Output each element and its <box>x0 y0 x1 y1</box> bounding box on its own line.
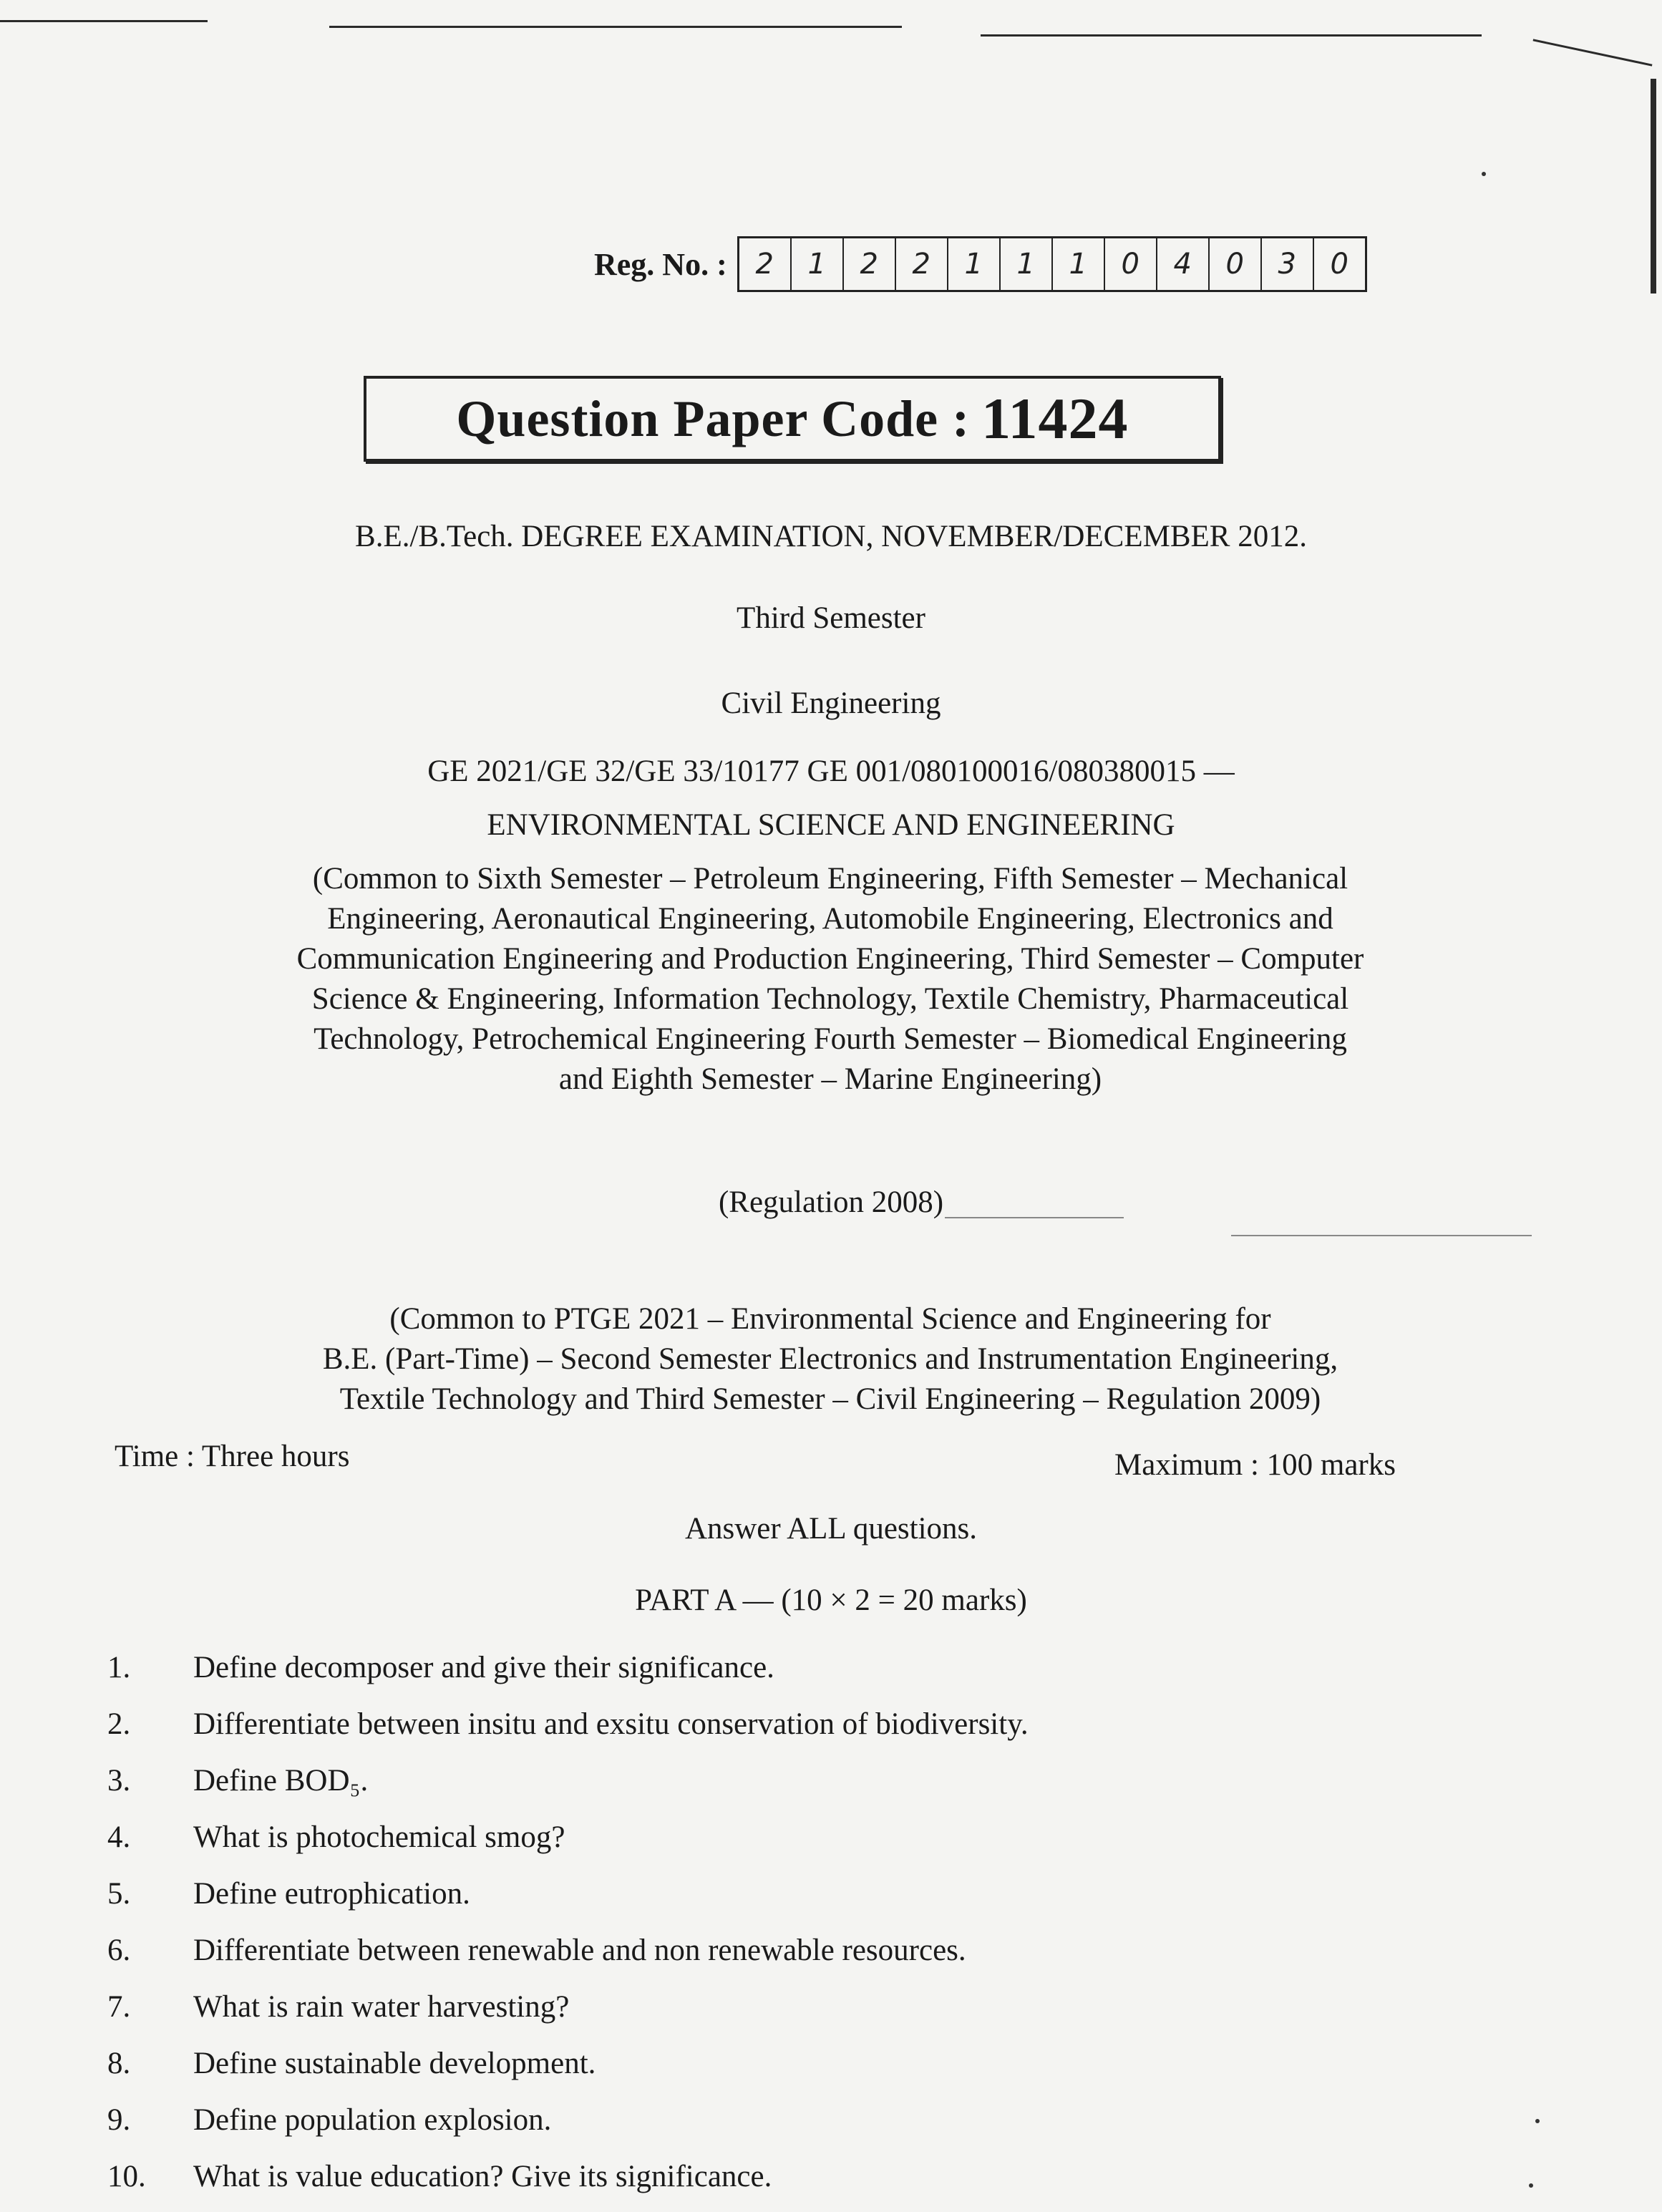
part-a-heading: PART A — (10 × 2 = 20 marks) <box>635 1583 1027 1617</box>
reg-no-digit: 1 <box>1053 238 1105 290</box>
exam-time: Time : Three hours <box>115 1440 350 1473</box>
question-text: What is value education? Give its significance. <box>193 2160 772 2193</box>
reg-no-digit: 2 <box>739 238 792 290</box>
question-number: 3. <box>107 1764 131 1798</box>
question-text: Define decomposer and give their significance. <box>193 1651 774 1684</box>
question-number: 1. <box>107 1651 131 1684</box>
question-number: 4. <box>107 1820 131 1854</box>
course-name: ENVIRONMENTAL SCIENCE AND ENGINEERING <box>487 808 1175 842</box>
question-item <box>107 1866 1539 1922</box>
question-item <box>107 1979 1539 2035</box>
common-to-ptge-line: Textile Technology and Third Semester – Civil Engineering – Regulation 2009) <box>339 1382 1321 1416</box>
reg-no-digit: 1 <box>1001 238 1053 290</box>
question-number: 9. <box>107 2103 131 2137</box>
common-to-ptge-line: B.E. (Part-Time) – Second Semester Electronics and Instrumentation Engineering, <box>322 1342 1338 1376</box>
question-item <box>107 1922 1539 1979</box>
common-to-line: Technology, Petrochemical Engineering Fourth Semester – Biomedical Engineering <box>314 1022 1347 1056</box>
common-to-line: Communication Engineering and Production Engineering, Third Semester – Computer <box>296 942 1364 976</box>
common-to-ptge-line: (Common to PTGE 2021 – Environmental Science and Engineering for <box>389 1302 1271 1336</box>
time-marks-row <box>115 1439 1396 1483</box>
exam-max-marks: Maximum : 100 marks <box>1114 1448 1396 1482</box>
scan-edge-line <box>329 26 902 28</box>
question-paper-code: 11424 <box>981 386 1129 451</box>
reg-no-digit: 1 <box>792 238 844 290</box>
scan-edge-line <box>1651 79 1656 294</box>
common-to-line: (Common to Sixth Semester – Petroleum Engineering, Fifth Semester – Mechanical <box>312 862 1348 896</box>
common-to-line: Engineering, Aeronautical Engineering, Automobile Engineering, Electronics and <box>327 902 1333 936</box>
common-to-ptge-block <box>115 1299 1546 1420</box>
reg-no-digit: 3 <box>1262 238 1314 290</box>
reg-no-digit: 0 <box>1105 238 1157 290</box>
question-paper-code-label: Question Paper Code : <box>456 389 971 447</box>
question-number: 5. <box>107 1877 131 1911</box>
common-to-line: Science & Engineering, Information Technology, Textile Chemistry, Pharmaceutical <box>311 982 1349 1016</box>
common-to-block <box>115 859 1546 1100</box>
scan-edge-line <box>1533 39 1653 66</box>
common-to-line: and Eighth Semester – Marine Engineering) <box>558 1062 1102 1096</box>
question-number: 10. <box>107 2160 146 2193</box>
scan-edge-line <box>0 20 208 22</box>
question-text: Define sustainable development. <box>193 2047 596 2080</box>
question-paper-code-box <box>364 376 1221 462</box>
question-number: 6. <box>107 1934 131 1967</box>
reg-no-digit: 1 <box>948 238 1001 290</box>
question-item <box>107 2035 1539 2092</box>
question-item <box>107 2092 1539 2148</box>
question-text: Differentiate between renewable and non renewable resources. <box>193 1934 966 1967</box>
regulation: (Regulation 2008) <box>718 1185 944 1219</box>
question-text: Define eutrophication. <box>193 1877 470 1911</box>
reg-no-boxes <box>737 236 1367 292</box>
scan-edge-line <box>1231 1235 1532 1236</box>
reg-no-digit: 2 <box>896 238 948 290</box>
reg-no-label: Reg. No. : <box>594 246 727 282</box>
reg-no-row <box>594 236 1367 292</box>
question-text: What is rain water harvesting? <box>193 1990 570 2024</box>
question-text: Differentiate between insitu and exsitu conservation of biodiversity. <box>193 1707 1029 1741</box>
question-list <box>107 1639 1539 2205</box>
reg-no-digit: 2 <box>844 238 896 290</box>
question-number: 2. <box>107 1707 131 1741</box>
reg-no-digit: 0 <box>1330 248 1348 281</box>
question-item <box>107 1752 1539 1809</box>
question-number: 7. <box>107 1990 131 2024</box>
scan-speck <box>1482 172 1486 176</box>
question-text: Define population explosion. <box>193 2103 552 2137</box>
question-number: 8. <box>107 2047 131 2080</box>
exam-semester: Third Semester <box>737 601 925 635</box>
reg-no-digit: 4 <box>1157 238 1210 290</box>
exam-branch: Civil Engineering <box>721 687 941 720</box>
reg-no-digit: 0 <box>1210 238 1262 290</box>
instruction: Answer ALL questions. <box>684 1512 978 1546</box>
question-item <box>107 1639 1539 1696</box>
exam-title: B.E./B.Tech. DEGREE EXAMINATION, NOVEMBER/DECEMBER 2012. <box>355 520 1307 553</box>
question-item <box>107 1809 1539 1866</box>
course-codes: GE 2021/GE 32/GE 33/10177 GE 001/080100016/080380015 — <box>427 755 1235 788</box>
question-item <box>107 1696 1539 1752</box>
question-text: What is photochemical smog? <box>193 1820 565 1854</box>
question-item <box>107 2148 1539 2205</box>
scan-edge-line <box>981 34 1482 37</box>
question-text: Define BOD₅. <box>193 1764 369 1798</box>
